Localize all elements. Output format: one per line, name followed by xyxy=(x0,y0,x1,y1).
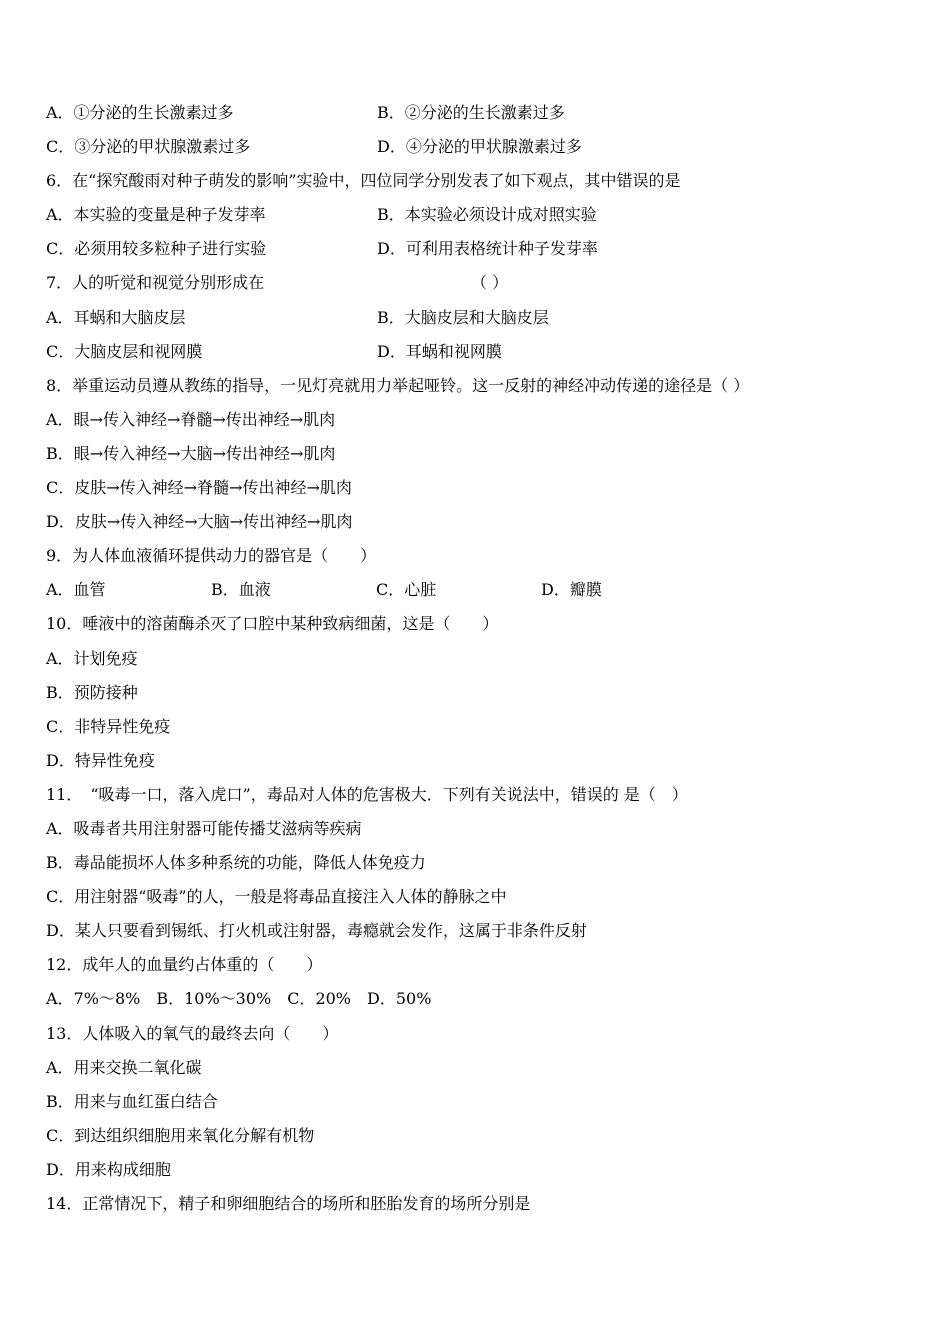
q13-option-d: D．用来构成细胞 xyxy=(46,1159,171,1179)
q5-option-a: A．①分泌的生长激素过多 xyxy=(46,103,234,122)
q7-option-c: C．大脑皮层和视网膜 xyxy=(46,341,203,361)
q6-option-d: D．可利用表格统计种子发芽率 xyxy=(377,239,598,259)
q6-option-a: A．本实验的变量是种子发芽率 xyxy=(46,205,266,225)
q9-option-b: B．血液 xyxy=(211,580,271,600)
q8-option-b: B．眼→传入神经→大脑→传出神经→肌肉 xyxy=(46,443,336,463)
q6-stem: 6．在“探究酸雨对种子萌发的影响”实验中，四位同学分别发表了如下观点，其中错误的是 xyxy=(46,171,681,191)
q10-option-a: A．计划免疫 xyxy=(46,648,138,668)
q8-option-a: A．眼→传入神经→脊髓→传出神经→肌肉 xyxy=(46,409,336,429)
q13-stem: 13．人体吸入的氧气的最终去向（ ） xyxy=(46,1023,339,1043)
q7-option-b: B．大脑皮层和大脑皮层 xyxy=(377,307,549,327)
q6-option-c: C．必须用较多粒种子进行实验 xyxy=(46,239,267,259)
q14-stem: 14．正常情况下，精子和卵细胞结合的场所和胚胎发育的场所分别是 xyxy=(46,1194,531,1213)
q7-answer-paren: （ ） xyxy=(471,273,509,293)
q11-option-b: B．毒品能损坏人体多种系统的功能，降低人体免疫力 xyxy=(46,853,426,873)
q5-option-b: B．②分泌的生长激素过多 xyxy=(377,103,565,122)
q9-option-d: D．瓣膜 xyxy=(541,580,602,600)
q13-option-c: C．到达组织细胞用来氧化分解有机物 xyxy=(46,1125,315,1145)
q10-option-d: D．特异性免疫 xyxy=(46,750,155,770)
q5-options-row-1 xyxy=(46,96,916,130)
q7-stem: 7．人的听觉和视觉分别形成在 xyxy=(46,273,265,293)
q10-option-b: B．预防接种 xyxy=(46,682,138,702)
q13-option-b: B．用来与血红蛋白结合 xyxy=(46,1091,218,1111)
q6-option-b: B．本实验必须设计成对照实验 xyxy=(377,205,597,225)
q6-options-row-2 xyxy=(46,232,916,266)
q11-stem: 11． “吸毒一口，落入虎口”，毒品对人体的危害极大．下列有关说法中，错误的 是（ ） xyxy=(46,784,688,804)
q9-option-c: C．心脏 xyxy=(376,580,437,600)
q7-options-row-1 xyxy=(46,301,916,335)
q11-option-a: A．吸毒者共用注射器可能传播艾滋病等疾病 xyxy=(46,818,362,838)
q7-options-row-2 xyxy=(46,335,916,369)
q7-option-d: D．耳蜗和视网膜 xyxy=(377,341,502,361)
q13-option-a: A．用来交换二氧化碳 xyxy=(46,1057,202,1077)
q7-option-a: A．耳蜗和大脑皮层 xyxy=(46,307,186,327)
q8-option-c: C．皮肤→传入神经→脊髓→传出神经→肌肉 xyxy=(46,478,352,498)
q12-stem: 12．成年人的血量约占体重的（ ） xyxy=(46,955,323,975)
q9-stem: 9．为人体血液循环提供动力的器官是（ ） xyxy=(46,546,377,566)
q9-options-row xyxy=(46,573,916,607)
q12-options-row: A．7%～8% B．10%～30% C．20% D．50% xyxy=(46,989,432,1009)
q5-option-c: C．③分泌的甲状腺激素过多 xyxy=(46,137,251,157)
q11-option-c: C．用注射器“吸毒”的人，一般是将毒品直接注入人体的静脉之中 xyxy=(46,887,507,907)
q5-options-row-2 xyxy=(46,130,916,164)
q10-option-c: C．非特异性免疫 xyxy=(46,716,171,736)
q7-stem-row xyxy=(46,266,916,300)
q8-option-d: D．皮肤→传入神经→大脑→传出神经→肌肉 xyxy=(46,512,353,532)
q11-option-d: D．某人只要看到锡纸、打火机或注射器，毒瘾就会发作，这属于非条件反射 xyxy=(46,921,587,941)
q6-options-row-1 xyxy=(46,198,916,232)
q8-stem: 8．举重运动员遵从教练的指导，一见灯亮就用力举起哑铃。这一反射的神经冲动传递的途径是（ ） xyxy=(46,375,750,395)
exam-page xyxy=(46,96,916,1221)
q9-option-a: A．血管 xyxy=(46,580,106,600)
q10-stem: 10．唾液中的溶菌酶杀灭了口腔中某种致病细菌，这是（ ） xyxy=(46,614,499,634)
q5-option-d: D．④分泌的甲状腺激素过多 xyxy=(377,137,582,157)
